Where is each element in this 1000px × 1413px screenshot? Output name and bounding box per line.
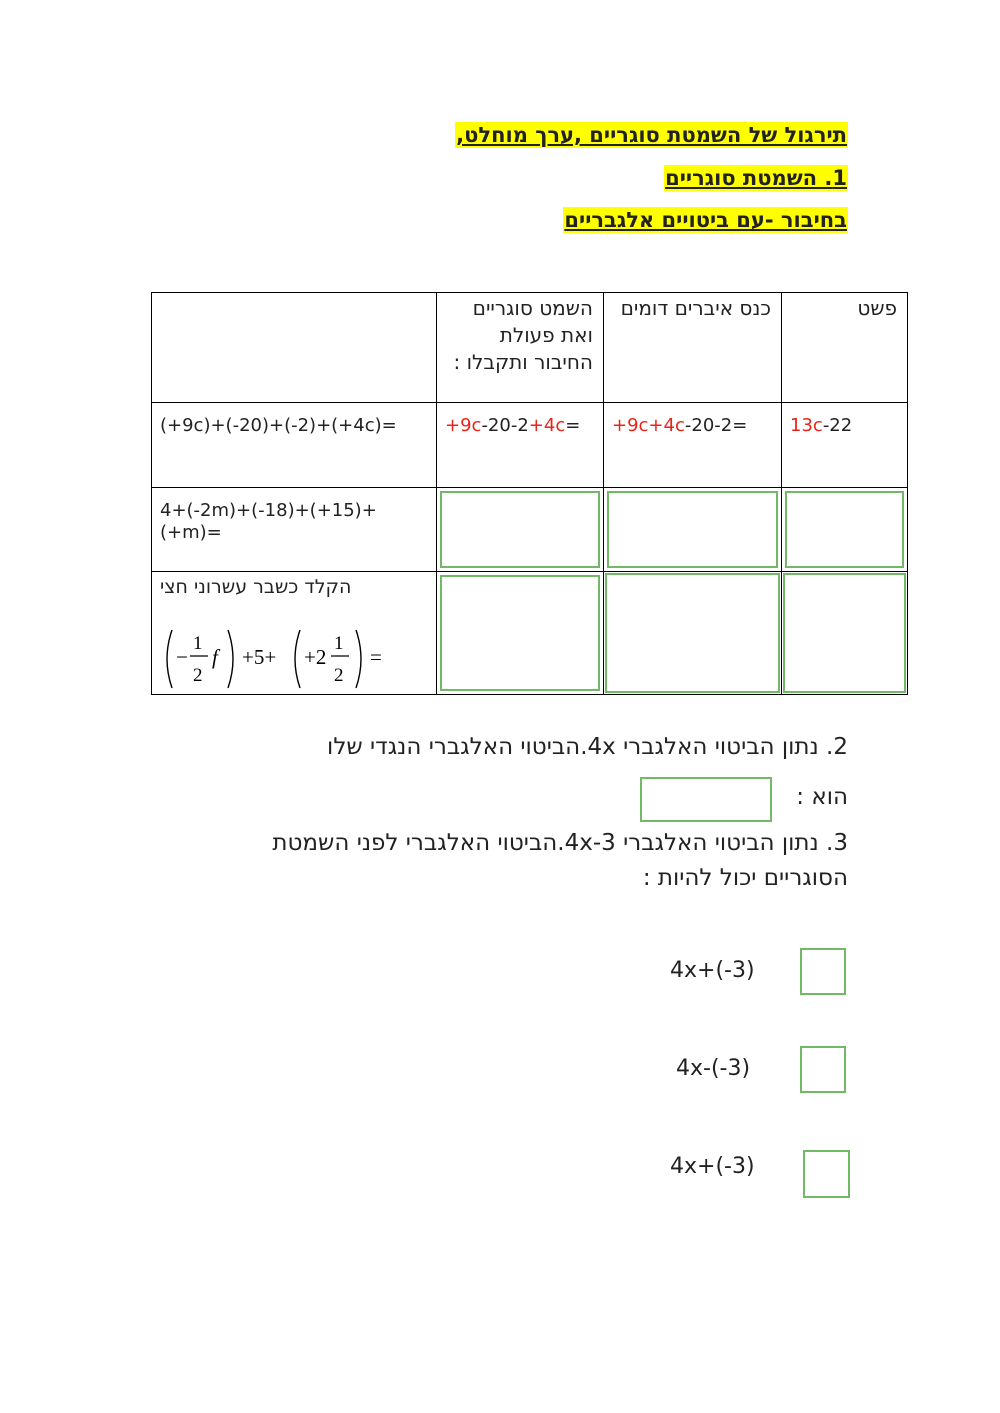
answer-input[interactable] [783,573,906,693]
exercise-instruction: הקלד כשבר עשרוני חצי [160,576,352,598]
answer-segment: = [565,415,581,436]
header-exercise-cell [152,293,437,403]
exercise-expression: 4+(-2m)+(-18)+(+15)+(+m)= [152,488,437,572]
equals-sign: = [370,645,382,669]
answer-segment: -20-2= [684,415,748,436]
option-1-checkbox[interactable] [800,948,846,995]
option-2-checkbox[interactable] [800,1046,846,1093]
answer-input[interactable] [440,575,600,691]
answer-segment: -20-2 [481,415,529,436]
answer-segment: -22 [822,415,853,436]
right-paren-1 [228,630,233,688]
table-row [152,572,908,695]
answer-cell [604,572,782,695]
opposite-expression-input[interactable] [640,777,772,822]
question-2-suffix: הוא : [796,784,848,810]
answer-segment: +4c [528,415,566,436]
minus-sign: − [176,645,188,669]
answer-segment: +9c+4c [612,415,685,436]
table-row [152,403,908,488]
answer-input[interactable] [785,491,904,568]
answer-segment: +9c [445,415,482,436]
variable-f: f [212,645,218,669]
header-remove-brackets: השמט סוגריים ואת פעולת החיבור ותקבלו : [437,293,604,403]
option-3-checkbox[interactable] [803,1150,850,1198]
subsection-heading: בחיבור -עם ביטויים אלגבריים [564,208,847,232]
answer-input[interactable] [605,573,780,693]
answer-cell [437,488,604,572]
exercise-fraction-cell [152,572,437,695]
fraction-2-denominator: 2 [334,665,344,686]
answer-cell [437,572,604,695]
answer-input[interactable] [607,491,778,568]
question-3-text-continued: הסוגריים יכול להיות : [642,865,848,891]
option-1-label: 4x+(-3) [670,958,755,983]
option-3-label: 4x+(-3) [670,1154,755,1179]
answer-segment: 13c [790,415,823,436]
fraction-1-numerator: 1 [193,633,203,654]
right-paren-2 [356,630,361,688]
left-paren-2 [295,630,300,688]
section-heading: 1. השמטת סוגריים [665,166,847,190]
question-2-text: 2. נתון הביטוי האלגברי 4x.הביטוי האלגברי הנגדי שלו [327,734,848,760]
answer-cell [782,572,908,695]
table-row [152,488,908,572]
plus-five: +5+ [242,645,277,669]
left-paren-1 [167,630,172,688]
mixed-whole: +2 [304,645,327,669]
table-header-row [152,293,908,403]
exercise-expression: (+9c)+(-20)+(-2)+(+4c)= [152,403,437,488]
answer-input[interactable] [440,491,600,568]
remove-brackets-answer [437,403,604,488]
fraction-formula [160,626,390,692]
header-collect-like-terms: כנס איברים דומים [604,293,782,403]
answer-cell [782,488,908,572]
fraction-1-denominator: 2 [193,665,203,686]
header-simplify: פשט [782,293,908,403]
worksheet-title: תירגול של השמטת סוגריים ,ערך מוחלט, [456,123,847,147]
question-3-text: 3. נתון הביטוי האלגברי 4x-3.הביטוי האלגברי לפני השמטת [272,830,848,856]
simplify-answer [782,403,908,488]
collect-terms-answer [604,403,782,488]
answer-cell [604,488,782,572]
option-2-label: 4x-(-3) [676,1056,751,1081]
fraction-2-numerator: 1 [334,633,344,654]
exercise-table [151,292,908,695]
